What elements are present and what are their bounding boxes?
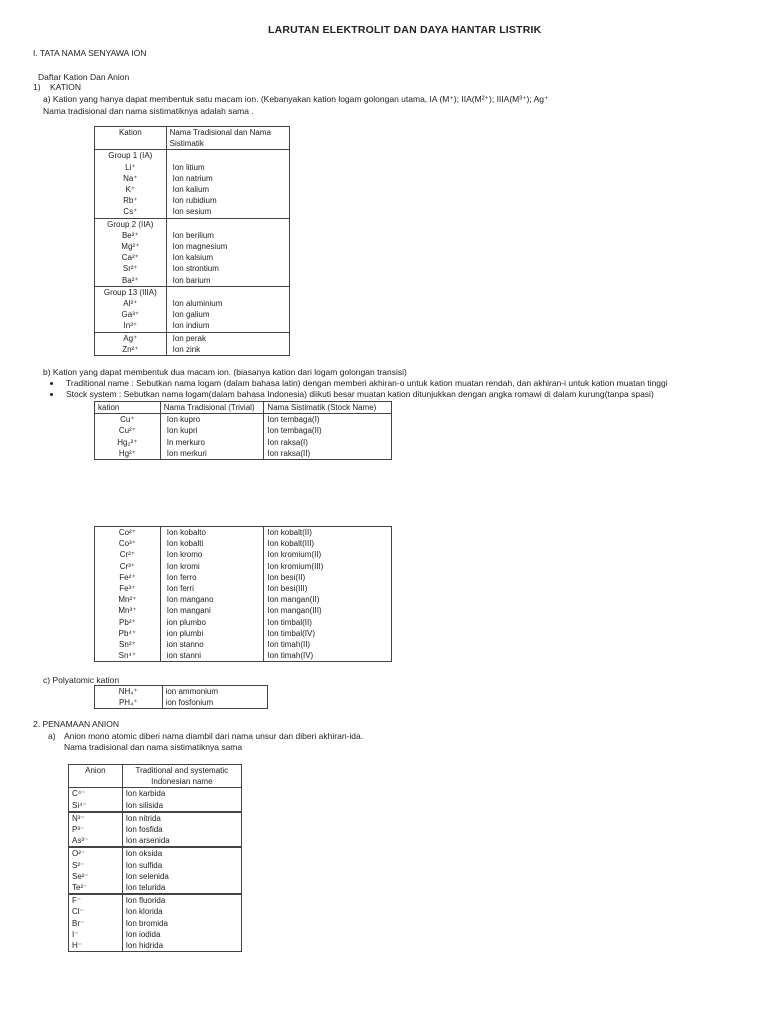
table-row	[95, 448, 392, 460]
cell-ion: Al³⁺	[95, 298, 167, 309]
cell-ion: F⁻	[69, 894, 123, 906]
paragraph-a-2: Nama tradisional dan nama sistimatiknya adalah sama .	[43, 106, 254, 116]
table-row	[95, 286, 290, 298]
cell-trivial-name: Ion kupri	[160, 425, 264, 436]
cell-ion: Cu⁺	[95, 414, 161, 426]
cell-trivial-name: ion plumbo	[160, 617, 264, 628]
table-row	[95, 425, 392, 436]
bullet-stock-system: Stock system : Sebutkan nama logam(dalam bahasa Indonesia) diikuti besar muatan kation ditunjukkan dengan angka romawi di dalam kurung(tanpa spasi)	[66, 389, 654, 399]
cell-trivial-name: ion stanni	[160, 650, 264, 662]
table-row	[95, 195, 290, 206]
daftar-heading: Daftar Kation Dan Anion	[38, 72, 130, 82]
empty-cell	[166, 150, 289, 162]
cell-ion: P³⁻	[69, 824, 123, 835]
cell-ion: Pb⁴⁺	[95, 628, 161, 639]
anion-paragraph-a: Anion mono atomic diberi nama diambil dari nama unsur dan diberi akhiran-ida.	[64, 731, 364, 741]
table-row	[69, 835, 242, 847]
table-row	[95, 583, 392, 594]
cell-trivial-name: Ion mangano	[160, 594, 264, 605]
cell-stock-name: Ion besi(III)	[264, 583, 392, 594]
kation-table	[94, 126, 290, 356]
table-row	[69, 860, 242, 871]
empty-cell	[166, 286, 289, 298]
cell-ion: Be²⁺	[95, 230, 167, 241]
cell-stock-name: Ion mangan(II)	[264, 594, 392, 605]
kation-transisi-table-2	[94, 526, 392, 662]
cell-ion: Co²⁺	[95, 527, 161, 539]
table-row	[69, 906, 242, 917]
cell-name: Ion klorida	[122, 906, 241, 917]
cell-stock-name: Ion tembaga(I)	[264, 414, 392, 426]
cell-name: Ion litium	[166, 162, 289, 173]
table-row	[95, 538, 392, 549]
cell-ion: H⁻	[69, 940, 123, 952]
kation-heading: KATION	[50, 82, 82, 92]
cell-ion: Hg₂²⁺	[95, 437, 161, 448]
table-row	[95, 320, 290, 332]
cell-trivial-name: Ion kobalti	[160, 538, 264, 549]
cell-stock-name: Ion timbal(IV)	[264, 628, 392, 639]
table-row	[95, 594, 392, 605]
table-row	[95, 206, 290, 218]
cell-trivial-name: In merkuro	[160, 437, 264, 448]
cell-ion: Mn³⁺	[95, 605, 161, 616]
table-row	[95, 263, 290, 274]
cell-name: Ion zink	[166, 344, 289, 356]
cell-ion: O²⁻	[69, 847, 123, 859]
table-row	[69, 824, 242, 835]
cell-trivial-name: ion plumbi	[160, 628, 264, 639]
cell-stock-name: Ion mangan(III)	[264, 605, 392, 616]
cell-trivial-name: Ion kupro	[160, 414, 264, 426]
section-heading-tata-nama: I. TATA NAMA SENYAWA ION	[33, 48, 147, 58]
cell-stock-name: Ion kromium(III)	[264, 561, 392, 572]
cell-name: Ion barium	[166, 275, 289, 287]
cell-name: Ion bromida	[122, 918, 241, 929]
column-header-kation: Kation	[95, 127, 167, 150]
cell-ion: Se²⁻	[69, 871, 123, 882]
cell-ion: Cl⁻	[69, 906, 123, 917]
table-row	[95, 639, 392, 650]
cell-name: Ion telurida	[122, 882, 241, 894]
cell-ion: Mn²⁺	[95, 594, 161, 605]
cell-ion: Si⁴⁻	[69, 800, 123, 812]
table-row	[95, 173, 290, 184]
cell-ion: Cr²⁺	[95, 549, 161, 560]
page-title: LARUTAN ELEKTROLIT DAN DAYA HANTAR LISTRIK	[268, 24, 542, 36]
table-row	[95, 561, 392, 572]
cell-ion: Rb⁺	[95, 195, 167, 206]
table-row	[69, 894, 242, 906]
column-header-anion: Anion	[69, 765, 123, 788]
cell-ion: Ag⁺	[95, 332, 167, 344]
cell-trivial-name: Ion ferro	[160, 572, 264, 583]
cell-trivial-name: Ion kromi	[160, 561, 264, 572]
table-row	[69, 765, 242, 788]
bullet-icon	[50, 393, 53, 396]
table-row	[95, 572, 392, 583]
cell-ion: Zn²⁺	[95, 344, 167, 356]
anion-paragraph-a-2: Nama tradisional dan nama sistimatiknya sama	[64, 742, 243, 752]
cell-ion: N³⁻	[69, 812, 123, 824]
cell-ion: Ba²⁺	[95, 275, 167, 287]
cell-trivial-name: Ion mangani	[160, 605, 264, 616]
anion-a-number: a)	[48, 731, 56, 741]
column-header-stock: Nama Sistimatik (Stock Name)	[264, 402, 392, 414]
group-label: Group 13 (IIIA)	[95, 286, 167, 298]
cell-name: Ion silisida	[122, 800, 241, 812]
cell-name: Ion berilium	[166, 230, 289, 241]
cell-stock-name: Ion tembaga(II)	[264, 425, 392, 436]
cell-trivial-name: Ion ferri	[160, 583, 264, 594]
section-heading-anion: 2. PENAMAAN ANION	[33, 719, 119, 729]
table-row	[95, 549, 392, 560]
bullet-traditional-name: Traditional name : Sebutkan nama logam (dalam bahasa latin) dengan memberi akhiran-o untuk kation muatan rendah, dan akhiran-i untuk kation muatan tinggi	[66, 378, 668, 388]
cell-name: Ion hidrida	[122, 940, 241, 952]
cell-ion: Sn²⁺	[95, 639, 161, 650]
cell-ion: K⁺	[95, 184, 167, 195]
cell-ion: Co³⁺	[95, 538, 161, 549]
cell-trivial-name: Ion merkuri	[160, 448, 264, 460]
table-row	[69, 882, 242, 894]
cell-name: Ion selenida	[122, 871, 241, 882]
table-row	[95, 414, 392, 426]
table-row	[95, 437, 392, 448]
cell-name: ion fosfonium	[162, 697, 267, 709]
cell-name: Ion sulfida	[122, 860, 241, 871]
cell-stock-name: Ion timbal(II)	[264, 617, 392, 628]
cell-name: Ion sesium	[166, 206, 289, 218]
table-row	[95, 298, 290, 309]
table-row	[95, 162, 290, 173]
cell-ion: Fe²⁺	[95, 572, 161, 583]
cell-ion: Br⁻	[69, 918, 123, 929]
cell-ion: Cs⁺	[95, 206, 167, 218]
table-row	[95, 241, 290, 252]
table-row	[95, 275, 290, 287]
table-row	[69, 871, 242, 882]
paragraph-a: a) Kation yang hanya dapat membentuk satu macam ion. (Kebanyakan kation logam golongan utama, IA (M⁺); IIA(M²⁺); IIIA(M³⁺); Ag⁺	[43, 94, 549, 104]
cell-ion: Fe³⁺	[95, 583, 161, 594]
table-row	[95, 527, 392, 539]
cell-stock-name: Ion kobalt(III)	[264, 538, 392, 549]
cell-ion: Hg²⁺	[95, 448, 161, 460]
table-row	[95, 230, 290, 241]
cell-name: Ion galium	[166, 309, 289, 320]
group-label: Group 2 (IIA)	[95, 218, 167, 230]
cell-trivial-name: Ion kromo	[160, 549, 264, 560]
column-header-trivial: Nama Tradisional (Trivial)	[160, 402, 264, 414]
cell-ion: S²⁻	[69, 860, 123, 871]
cell-ion: PH₄⁺	[95, 697, 163, 709]
bullet-icon	[50, 382, 53, 385]
table-row	[95, 150, 290, 162]
table-row	[69, 800, 242, 812]
column-header-nama: Nama Tradisional dan Nama Sistimatik	[166, 127, 289, 150]
cell-name: Ion iodida	[122, 929, 241, 940]
group-label: Group 1 (IA)	[95, 150, 167, 162]
table-row	[95, 650, 392, 662]
cell-name: Ion karbida	[122, 788, 241, 800]
cell-name: Ion nitrida	[122, 812, 241, 824]
cell-stock-name: Ion kromium(II)	[264, 549, 392, 560]
cell-name: Ion natrium	[166, 173, 289, 184]
cell-name: Ion kalium	[166, 184, 289, 195]
cell-name: Ion kalsium	[166, 252, 289, 263]
table-row	[95, 127, 290, 150]
cell-name: Ion rubidium	[166, 195, 289, 206]
cell-name: Ion arsenida	[122, 835, 241, 847]
cell-name: Ion indium	[166, 320, 289, 332]
table-row	[95, 605, 392, 616]
cell-ion: Ga³⁺	[95, 309, 167, 320]
paragraph-c: c) Polyatomic kation	[43, 675, 120, 685]
table-row	[69, 788, 242, 800]
cell-name: Ion fosfida	[122, 824, 241, 835]
cell-name: Ion fluorida	[122, 894, 241, 906]
kation-transisi-table	[94, 401, 392, 460]
table-row	[95, 184, 290, 195]
table-row	[69, 940, 242, 952]
table-row	[95, 617, 392, 628]
cell-ion: Cu²⁺	[95, 425, 161, 436]
cell-ion: Na⁺	[95, 173, 167, 184]
table-row	[69, 929, 242, 940]
polyatomic-kation-table	[94, 685, 268, 709]
column-header-name: Traditional and systematic Indonesian name	[122, 765, 241, 788]
table-row	[95, 332, 290, 344]
cell-name: Ion magnesium	[166, 241, 289, 252]
cell-ion: Mg²⁺	[95, 241, 167, 252]
table-row	[69, 812, 242, 824]
cell-stock-name: Ion raksa(I)	[264, 437, 392, 448]
cell-ion: In³⁺	[95, 320, 167, 332]
cell-name: Ion strontium	[166, 263, 289, 274]
table-row	[95, 309, 290, 320]
empty-cell	[166, 218, 289, 230]
cell-ion: Te²⁻	[69, 882, 123, 894]
cell-name: Ion perak	[166, 332, 289, 344]
cell-name: Ion aluminium	[166, 298, 289, 309]
cell-ion: Ca²⁺	[95, 252, 167, 263]
cell-ion: Pb²⁺	[95, 617, 161, 628]
cell-name: ion ammonium	[162, 686, 267, 698]
cell-ion: Cr³⁺	[95, 561, 161, 572]
column-header-kation: kation	[95, 402, 161, 414]
table-row	[95, 252, 290, 263]
table-row	[95, 686, 268, 698]
table-row	[95, 218, 290, 230]
cell-stock-name: Ion raksa(II)	[264, 448, 392, 460]
cell-ion: C⁴⁻	[69, 788, 123, 800]
cell-stock-name: Ion besi(II)	[264, 572, 392, 583]
cell-ion: Sr²⁺	[95, 263, 167, 274]
cell-ion: NH₄⁺	[95, 686, 163, 698]
cell-stock-name: Ion timah(IV)	[264, 650, 392, 662]
kation-number: 1)	[33, 82, 41, 92]
cell-stock-name: Ion timah(II)	[264, 639, 392, 650]
table-row	[95, 402, 392, 414]
cell-name: Ion oksida	[122, 847, 241, 859]
cell-ion: Sn⁴⁺	[95, 650, 161, 662]
cell-ion: I⁻	[69, 929, 123, 940]
cell-stock-name: Ion kobalt(II)	[264, 527, 392, 539]
cell-ion: Li⁺	[95, 162, 167, 173]
table-row	[95, 628, 392, 639]
cell-ion: As³⁻	[69, 835, 123, 847]
cell-trivial-name: ion stanno	[160, 639, 264, 650]
table-row	[69, 847, 242, 859]
table-row	[95, 697, 268, 709]
anion-table	[68, 764, 242, 952]
cell-trivial-name: Ion kobalto	[160, 527, 264, 539]
paragraph-b: b) Kation yang dapat membentuk dua macam ion. (biasanya kation dari logam golongan transisi)	[43, 367, 407, 377]
table-row	[69, 918, 242, 929]
table-row	[95, 344, 290, 356]
